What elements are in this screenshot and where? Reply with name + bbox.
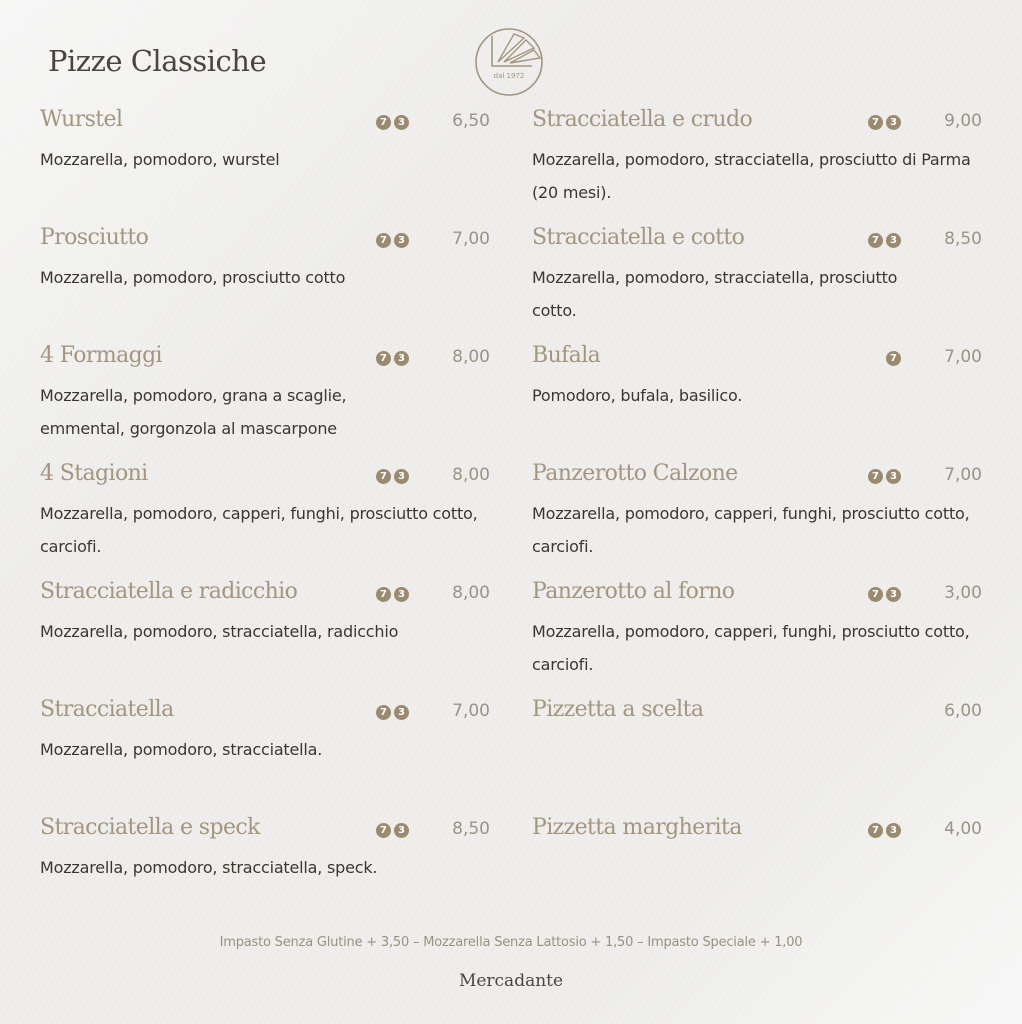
menu-item-name: Wurstel [40, 107, 123, 132]
menu-item-price: 7,00 [944, 465, 982, 485]
menu-item-name: Pizzetta margherita [532, 815, 742, 840]
allergen-badge: 7 [886, 351, 901, 366]
pizza-slice-logo [474, 26, 546, 98]
menu-item-price: 6,00 [944, 701, 982, 721]
menu-item-description: Mozzarella, pomodoro, stracciatella, speck. [40, 858, 378, 877]
allergen-badge: 7 [868, 823, 883, 838]
allergen-badge: 3 [394, 233, 409, 248]
allergen-badge: 3 [394, 705, 409, 720]
footer-brand-name: Mercadante [458, 971, 564, 991]
menu-item-price: 7,00 [452, 229, 490, 249]
allergen-badges [868, 115, 901, 130]
logo-text: dal 1972 [493, 72, 525, 80]
allergen-badge: 3 [886, 823, 901, 838]
allergen-badge: 7 [868, 469, 883, 484]
menu-item-price: 9,00 [944, 111, 982, 131]
menu-item-name: Stracciatella e radicchio [40, 579, 298, 604]
menu-item-name: Pizzetta a scelta [532, 697, 704, 722]
allergen-badges [376, 823, 409, 838]
menu-item-price: 8,50 [452, 819, 490, 839]
menu-item-name: Stracciatella e speck [40, 815, 260, 840]
menu-item-description: Mozzarella, pomodoro, capperi, funghi, prosciutto cotto, carciofi. [532, 622, 970, 674]
allergen-badges [868, 823, 901, 838]
allergen-badge: 7 [376, 705, 391, 720]
menu-item-price: 7,00 [452, 701, 490, 721]
allergen-badges [376, 115, 409, 130]
menu-item-price: 7,00 [944, 347, 982, 367]
menu-item-description: Mozzarella, pomodoro, stracciatella. [40, 740, 323, 759]
allergen-badge: 7 [376, 587, 391, 602]
allergen-badge: 3 [886, 469, 901, 484]
menu-item-description: Pomodoro, bufala, basilico. [532, 386, 743, 405]
menu-item-name: Panzerotto al forno [532, 579, 735, 604]
allergen-badges [376, 705, 409, 720]
menu-item-name: Panzerotto Calzone [532, 461, 738, 486]
menu-item-name: Stracciatella e cotto [532, 225, 745, 250]
menu-item-description: Mozzarella, pomodoro, stracciatella, prosciutto cotto. [532, 268, 898, 320]
allergen-badge: 7 [868, 587, 883, 602]
allergen-badge: 3 [886, 587, 901, 602]
menu-item-name: 4 Formaggi [40, 343, 162, 368]
allergen-badges [868, 469, 901, 484]
menu-item-description: Mozzarella, pomodoro, capperi, funghi, prosciutto cotto, carciofi. [532, 504, 970, 556]
menu-item-name: Stracciatella [40, 697, 174, 722]
allergen-badges [376, 351, 409, 366]
menu-item-price: 8,00 [452, 347, 490, 367]
allergen-badge: 7 [868, 233, 883, 248]
footer-extras-note: Impasto Senza Glutine + 3,50 – Mozzarella Senza Lattosio + 1,50 – Impasto Speciale + 1,00 [219, 935, 803, 950]
menu-item-description: Mozzarella, pomodoro, stracciatella, prosciutto di Parma (20 mesi). [532, 150, 971, 202]
menu-item-name: Stracciatella e crudo [532, 107, 753, 132]
menu-item-name: Bufala [532, 343, 601, 368]
menu-item-price: 3,00 [944, 583, 982, 603]
menu-item-description: Mozzarella, pomodoro, stracciatella, radicchio [40, 622, 399, 641]
allergen-badge: 7 [376, 469, 391, 484]
menu-item-price: 4,00 [944, 819, 982, 839]
allergen-badges [886, 351, 901, 366]
allergen-badges [376, 469, 409, 484]
allergen-badge: 3 [394, 823, 409, 838]
allergen-badges [376, 233, 409, 248]
menu-item-price: 8,00 [452, 583, 490, 603]
allergen-badge: 7 [376, 233, 391, 248]
menu-item-description: Mozzarella, pomodoro, wurstel [40, 150, 280, 169]
allergen-badge: 7 [376, 115, 391, 130]
page-title: Pizze Classiche [48, 44, 267, 78]
allergen-badges [868, 587, 901, 602]
allergen-badges [376, 587, 409, 602]
allergen-badge: 3 [394, 351, 409, 366]
menu-item-description: Mozzarella, pomodoro, prosciutto cotto [40, 268, 346, 287]
menu-item-price: 8,50 [944, 229, 982, 249]
menu-item-name: Prosciutto [40, 225, 149, 250]
allergen-badge: 7 [868, 115, 883, 130]
allergen-badge: 3 [886, 233, 901, 248]
allergen-badge: 3 [394, 587, 409, 602]
allergen-badges [868, 233, 901, 248]
menu-item-description: Mozzarella, pomodoro, capperi, funghi, prosciutto cotto, carciofi. [40, 504, 478, 556]
allergen-badge: 3 [886, 115, 901, 130]
menu-item-name: 4 Stagioni [40, 461, 148, 486]
menu-item-price: 8,00 [452, 465, 490, 485]
allergen-badge: 3 [394, 115, 409, 130]
menu-item-description: Mozzarella, pomodoro, grana a scaglie, emmental, gorgonzola al mascarpone [40, 386, 347, 438]
allergen-badge: 7 [376, 351, 391, 366]
allergen-badge: 7 [376, 823, 391, 838]
menu-item-price: 6,50 [452, 111, 490, 131]
allergen-badge: 3 [394, 469, 409, 484]
